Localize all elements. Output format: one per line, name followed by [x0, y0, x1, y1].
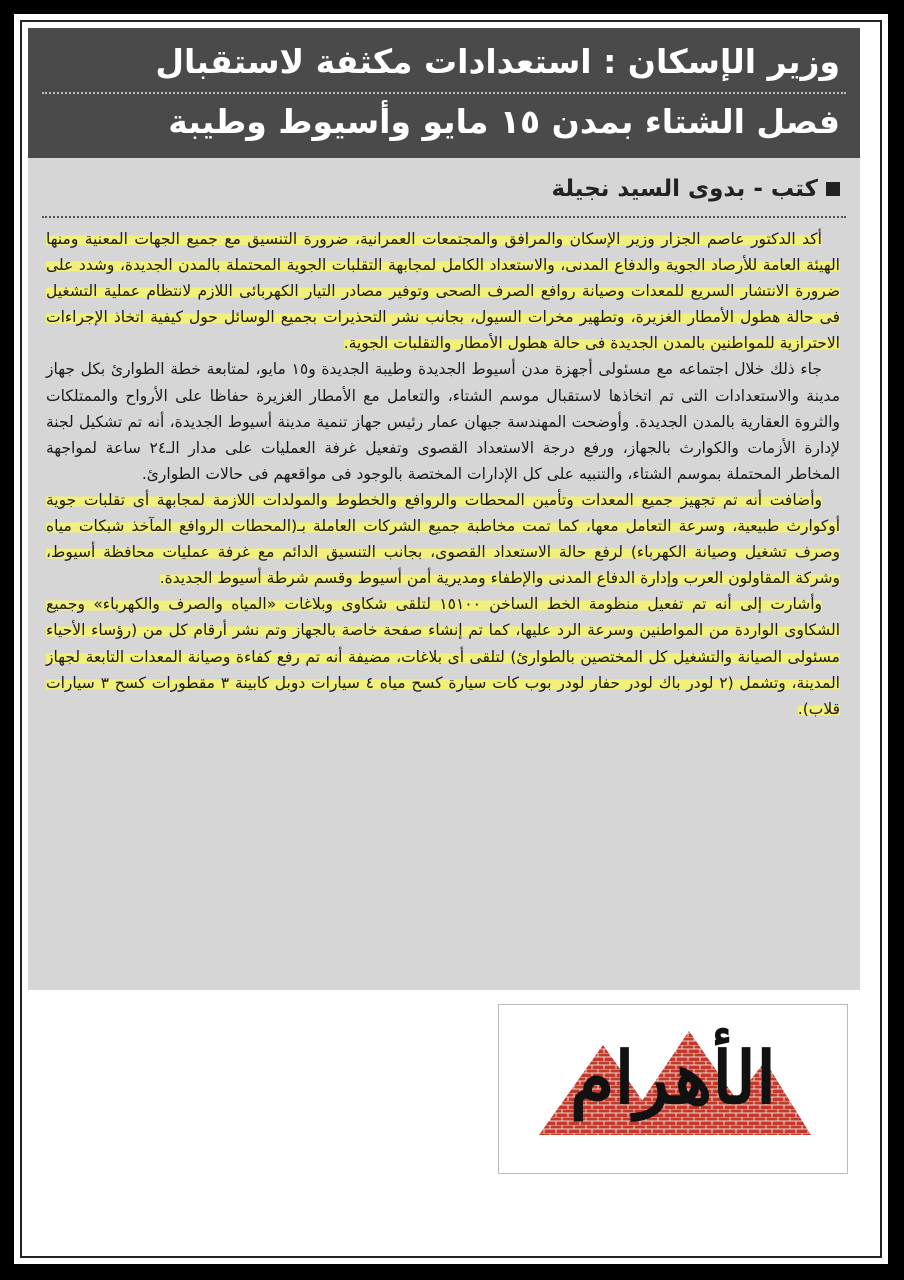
- byline-text: كتب - بدوى السيد نجيلة: [551, 176, 818, 202]
- headline-divider: [42, 92, 846, 94]
- article-clipping: [28, 28, 860, 990]
- article-paragraph: وأشارت إلى أنه تم تفعيل منظومة الخط الساخن ١٥١٠٠ لتلقى شكاوى وبلاغات «المياه والصرف والكهرباء» وجميع الشكاوى الواردة من المواطنين وسرعة الرد عليها، كما تم إنشاء صفحة خاصة بالجهاز وتم نشر أرقام كل من (رؤساء الأحياء مسئولى الصيانة والتشغيل كل المختصين بالطوارئ) لتلقى أى بلاغات، مضيفة أنه تم رفع كفاءة وصيانة المعدات التابعة لجهاز المدينة، وتشمل (٢ لودر باك لودر حفار لودر بوب كات سيارة كسح مياه ٤ سيارات دوبل كابينة ٣ مقطورات كسح ٣ سيارات قلاب).: [46, 595, 840, 718]
- byline: [551, 176, 840, 202]
- logo-wordmark: الأهرام: [569, 1035, 777, 1120]
- article-paragraph: أكد الدكتور عاصم الجزار وزير الإسكان والمرافق والمجتمعات العمرانية، ضرورة التنسيق مع جميع الجهات المعنية ومنها الهيئة العامة للأرصاد الجوية والدفاع المدنى، والاستعداد الكامل لمجابهة التقلبات الجوية المحتملة بالمدن الجديدة، وشدد على ضرورة الانتشار السريع للمعدات وصيانة روافع الصرف الصحى وتوفير مصادر التيار الكهربائى اللازم لانتظام عملية التشغيل فى حالة هطول الأمطار الغزيرة، وتطهير مخرات السيول، بجانب نشر التحذيرات بجميع الوسائل حول كيفية اتخاذ الإجراءات الاحترازية للمواطنين بالمدن الجديدة فى حالة هطول الأمطار والتقلبات الجوية.: [46, 230, 840, 353]
- newspaper-page: [14, 14, 888, 1264]
- headline-line-2: فصل الشتاء بمدن ١٥ مايو وأسيوط وطيبة: [168, 102, 840, 141]
- byline-divider: [42, 216, 846, 218]
- ahram-logo: [498, 1004, 848, 1174]
- headline-banner: [28, 28, 860, 158]
- article-paragraph: جاء ذلك خلال اجتماعه مع مسئولى أجهزة مدن أسيوط الجديدة وطيبة الجديدة و١٥ مايو، لمتابعة خطة الطوارئ بكل جهاز مدينة والاستعدادات التى تم اتخاذها لاستقبال موسم الشتاء، والتعامل مع الأمطار الغزيرة حفاظا على الأرواح والممتلكات والثروة العقارية بالمدن الجديدة. وأوضحت المهندسة جيهان عمار رئيس جهاز تنمية مدينة أسيوط الجديدة، أنه تم تشكيل لجنة لإدارة الأزمات والكوارث بالجهاز، ورفع درجة الاستعداد القصوى وتفعيل غرفة العمليات على مدار الـ٢٤ ساعة لمواجهة المخاطر المحتملة بموسم الشتاء، والتنبيه على كل الإدارات المختصة بالوجود فى مواقعهم فى حالات الطوارئ.: [46, 360, 840, 483]
- headline-line-1: وزير الإسكان : استعدادات مكثفة لاستقبال: [155, 42, 840, 81]
- square-bullet-icon: [826, 182, 840, 196]
- article-paragraph: وأضافت أنه تم تجهيز جميع المعدات وتأمين المحطات والروافع والخطوط والمولدات اللازمة لمجابهة أى تقلبات جوية أوكوارث طبيعية، وسرعة التعامل معها، كما تمت مخاطبة جميع الشركات العاملة بـ(المحطات الروافع المآخذ شبكات مياه وصرف تشغيل وصيانة الكهرباء) لرفع حالة الاستعداد القصوى، بجانب التنسيق الدائم مع غرفة عمليات محافظة أسيوط، وشركة المقاولون العرب وإدارة الدفاع المدنى والإطفاء ومديرية أمن أسيوط وقسم شرطة أسيوط الجديدة.: [46, 490, 840, 588]
- article-body: [46, 226, 840, 722]
